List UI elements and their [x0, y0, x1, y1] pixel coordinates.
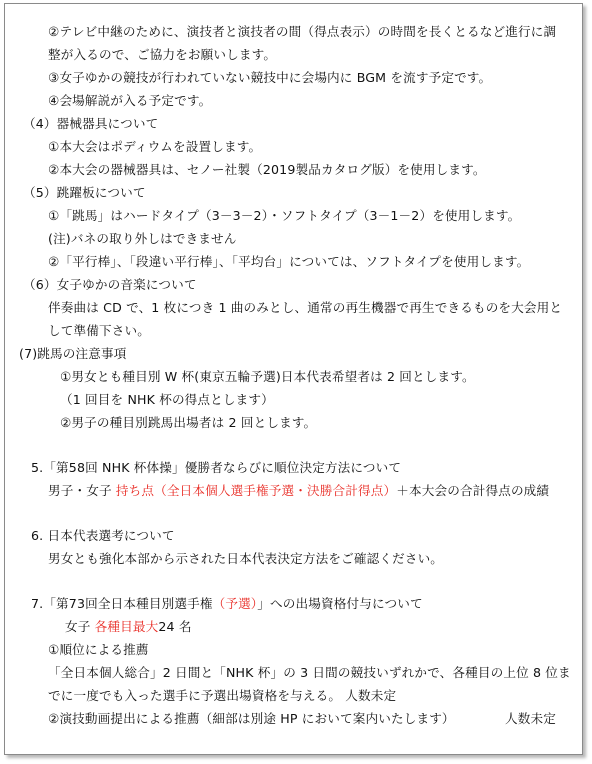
- text-line: ②男子の種目別跳馬出場者は 2 回とします。: [60, 415, 317, 430]
- scoring-prefix: 男子・女子: [48, 483, 116, 498]
- section-heading-6: （6）女子ゆかの音楽について: [23, 277, 197, 292]
- text-line: ③女子ゆかの競技が行われていない競技中に会場内に BGM を流す予定です。: [48, 70, 492, 85]
- scoring-line: [48, 483, 549, 499]
- text-line: (注)バネの取り外しはできません: [48, 231, 237, 246]
- qual-suffix: 」への出場資格付与について: [257, 596, 423, 611]
- text-line: 伴奏曲は CD で、1 枚につき 1 曲のみとし、通常の再生機器で再生できるものを大会用と: [48, 300, 563, 315]
- quota-prefix: 女子: [65, 619, 95, 634]
- text-line: ①順位による推薦: [48, 642, 149, 657]
- text-line: ④会場解説が入る予定です。: [48, 93, 212, 108]
- document-page: [4, 3, 583, 755]
- text-line: ①男女とも種目別 W 杯(東京五輪予選)日本代表希望者は 2 回とします。: [60, 369, 475, 384]
- scoring-red-text: 持ち点（全日本個人選手権予選・決勝合計得点）: [115, 483, 397, 498]
- text-line: ②本大会の器械器具は、セノー社製（2019製品カタログ版）を使用します。: [48, 162, 486, 177]
- text-line: 「全日本個人総合」2 日間と「NHK 杯」の 3 日間の競技いずれかで、各種目の上位 8 位ま: [48, 665, 571, 680]
- text-line: ①「跳馬」はハードタイプ（3－3－2）・ソフトタイプ（3－1－2）を使用します。: [48, 208, 521, 223]
- section-heading-5: （5）跳躍板について: [23, 185, 146, 200]
- section-heading-4: （4）器械器具について: [23, 116, 159, 131]
- text-line: ②「平行棒」、「段違い平行棒」、「平均台」については、ソフトタイプを使用します。: [48, 254, 530, 269]
- section-heading-7-qual: [31, 596, 423, 612]
- text-line: ②テレビ中継のために、演技者と演技者の間（得点表示）の時間を長くとるなど進行に調: [48, 24, 557, 39]
- text-line: して準備下さい。: [48, 323, 150, 338]
- text-line: ①本大会はポディウムを設置します。: [48, 139, 262, 154]
- quota-line: [65, 619, 192, 635]
- section-heading-6-team: 6. 日本代表選考について: [31, 528, 175, 543]
- video-recommend-count: 人数未定: [505, 711, 556, 726]
- qual-prefix: 7.「第73回全日本種目別選手権: [31, 596, 213, 611]
- text-line: 整が入るので、ご協力をお願いします。: [48, 47, 277, 62]
- text-line: （1 回目を NHK 杯の得点とします）: [60, 392, 274, 407]
- text-line: でに一度でも入った選手に予選出場資格を与える。 人数未定: [48, 688, 397, 703]
- section-heading-7: (7)跳馬の注意事項: [19, 346, 127, 361]
- section-heading-5-nhk: 5.「第58回 NHK 杯体操」優勝者ならびに順位決定方法について: [31, 460, 402, 475]
- video-recommend-line: ②演技動画提出による推薦（細部は別途 HP において案内いたします）: [48, 711, 455, 726]
- quota-red-text: 各種目最大: [94, 619, 159, 634]
- qual-red-text: （予選）: [212, 596, 258, 611]
- text-line: 男女とも強化本部から示された日本代表決定方法をご確認ください。: [48, 551, 444, 566]
- quota-suffix: 24 名: [158, 619, 192, 634]
- scoring-suffix: ＋本大会の合計得点の成績: [396, 483, 550, 498]
